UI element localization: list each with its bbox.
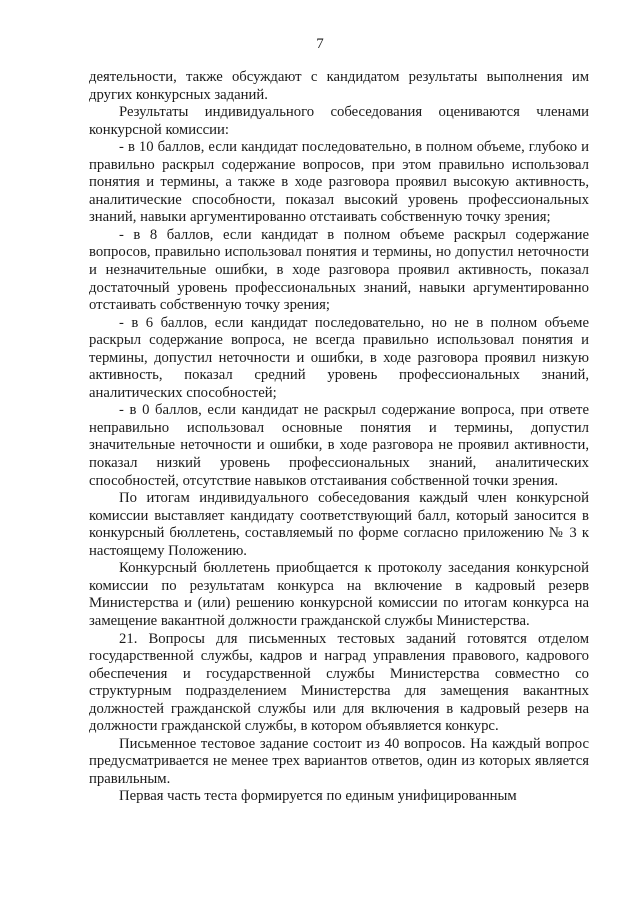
paragraph: Конкурсный бюллетень приобщается к протоколу заседания конкурсной комиссии по результатам конкурса на включение в кадровый резерв Министерства и (или) решению конкурсной комиссии по итогам конкурса на замещение вакантной должности гражданской службы Министерства. [89,560,589,629]
document-body [89,69,589,806]
list-item: - в 6 баллов, если кандидат последовательно, но не в полном объеме раскрыл содержание вопроса, не всегда правильно использовал понятия и термины, допустил неточности и ошибки, в ходе разговора проявил низкую активность, показал средний уровень профессиональных знаний, аналитических способностей; [89,314,589,401]
list-item: - в 0 баллов, если кандидат не раскрыл содержание вопроса, при ответе неправильно использовал основные понятия и термины, допустил значительные неточности и ошибки, в ходе разговора не проявил активности, показал низкий уровень профессиональных знаний, аналитических способностей, отсутствие навыков отстаивания собственной точки зрения. [89,402,589,489]
page-number: 7 [316,36,324,52]
paragraph: Первая часть теста формируется по единым унифицированным [119,788,517,805]
list-item: - в 10 баллов, если кандидат последовательно, в полном объеме, глубоко и правильно раскрыл содержание вопросов, при этом правильно использовал понятия и термины, а также в ходе разговора проявил высокую активность, аналитические способности, показал высокий уровень профессиональных знаний, навыки аргументированно отстаивать собственную точку зрения; [89,139,589,226]
paragraph: деятельности, также обсуждают с кандидатом результаты выполнения им других конкурсных заданий. [89,69,589,103]
paragraph: По итогам индивидуального собеседования каждый член конкурсной комиссии выставляет кандидату соответствующий балл, который заносится в конкурсный бюллетень, составляемый по форме согласно приложению № 3 к настоящему Положению. [89,490,589,559]
paragraph: Письменное тестовое задание состоит из 40 вопросов. На каждый вопрос предусматривается не менее трех вариантов ответов, один из которых является правильным. [89,735,589,787]
paragraph: 21. Вопросы для письменных тестовых заданий готовятся отделом государственной службы, кадров и наград управления правового, кадрового обеспечения и государственной службы Министерства совместно со структурным подразделением Министерства для замещения вакантных должностей гражданской службы или для включения в кадровый резерв на должности гражданской службы, в котором объявляется конкурс. [89,630,589,735]
list-item: - в 8 баллов, если кандидат в полном объеме раскрыл содержание вопросов, правильно использовал понятия и термины, но допустил неточности и незначительные ошибки, в ходе разговора проявил активность, показал достаточный уровень профессиональных знаний, навыки аргументированно отстаивать собственную точку зрения; [89,226,589,314]
paragraph: Результаты индивидуального собеседования оцениваются членами конкурсной комиссии: [89,104,589,138]
